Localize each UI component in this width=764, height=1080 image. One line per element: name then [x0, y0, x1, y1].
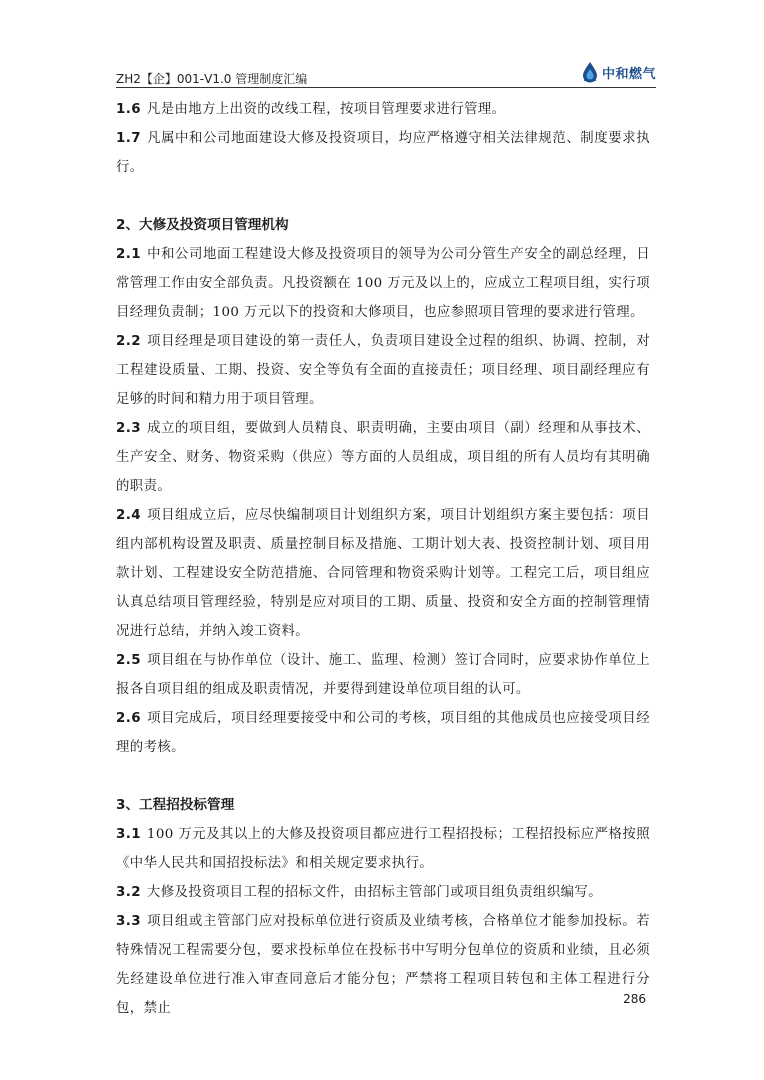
section-heading-3: 3、工程招投标管理 [116, 797, 235, 813]
paragraph-1-7: 1.7 凡属中和公司地面建设大修及投资项目，均应严格遵守相关法律规范、制度要求执行。 [116, 131, 650, 175]
paragraph-3-3: 3.3 项目组或主管部门应对投标单位进行资质及业绩考核，合格单位才能参加投标。若特殊情况工程需要分包，要求投标单位在投标书中写明分包单位的资质和业绩，且必须先经建设单位进行准入审查同意后才能分包；严禁将工程项目转包和主体工程进行分包，禁止 [116, 914, 650, 1016]
document-body [116, 95, 650, 1023]
paragraph-2-4: 2.4 项目组成立后，应尽快编制项目计划组织方案，项目计划组织方案主要包括：项目组内部机构设置及职责、质量控制目标及措施、工期计划大表、投资控制计划、项目用款计划、工程建设安全防范措施、合同管理和物资采购计划等。工程完工后，项目组应认真总结项目管理经验，特别是应对项目的工期、质量、投资和安全方面的控制管理情况进行总结，并纳入竣工资料。 [116, 508, 650, 639]
paragraph-2-2: 2.2 项目经理是项目建设的第一责任人，负责项目建设全过程的组织、协调、控制，对工程建设质量、工期、投资、安全等负有全面的直接责任；项目经理、项目副经理应有足够的时间和精力用于项目管理。 [116, 334, 650, 407]
paragraph-1-6: 1.6 凡是由地方上出资的改线工程，按项目管理要求进行管理。 [116, 102, 506, 117]
paragraph-2-1: 2.1 中和公司地面工程建设大修及投资项目的领导为公司分管生产安全的副总经理，日常管理工作由安全部负责。凡投资额在 100 万元及以上的，应成立工程项目组，实行项目经理负责制；100 万元以下的投资和大修项目，也应参照项目管理的要求进行管理。 [116, 247, 650, 320]
section-heading-2: 2、大修及投资项目管理机构 [116, 217, 289, 233]
page-number: 286 [623, 992, 646, 1006]
header-title: ZH2【企】001-V1.0 管理制度汇编 [116, 72, 308, 86]
flame-drop-icon [581, 61, 599, 83]
paragraph-2-3: 2.3 成立的项目组，要做到人员精良、职责明确，主要由项目（副）经理和从事技术、生产安全、财务、物资采购（供应）等方面的人员组成，项目组的所有人员均有其明确的职责。 [116, 421, 650, 494]
paragraph-2-5: 2.5 项目组在与协作单位（设计、施工、监理、检测）签订合同时，应要求协作单位上报各自项目组的组成及职责情况，并要得到建设单位项目组的认可。 [116, 653, 650, 697]
paragraph-3-1: 3.1 100 万元及其以上的大修及投资项目都应进行工程招投标；工程招投标应严格按照《中华人民共和国招投标法》和相关规定要求执行。 [116, 827, 650, 871]
page-header [116, 58, 656, 86]
paragraph-2-6: 2.6 项目完成后，项目经理要接受中和公司的考核，项目组的其他成员也应接受项目经理的考核。 [116, 711, 650, 755]
company-logo [581, 60, 656, 84]
logo-text: 中和燃气 [601, 66, 656, 82]
paragraph-3-2: 3.2 大修及投资项目工程的招标文件，由招标主管部门或项目组负责组织编写。 [116, 885, 603, 900]
header-divider [116, 87, 656, 88]
